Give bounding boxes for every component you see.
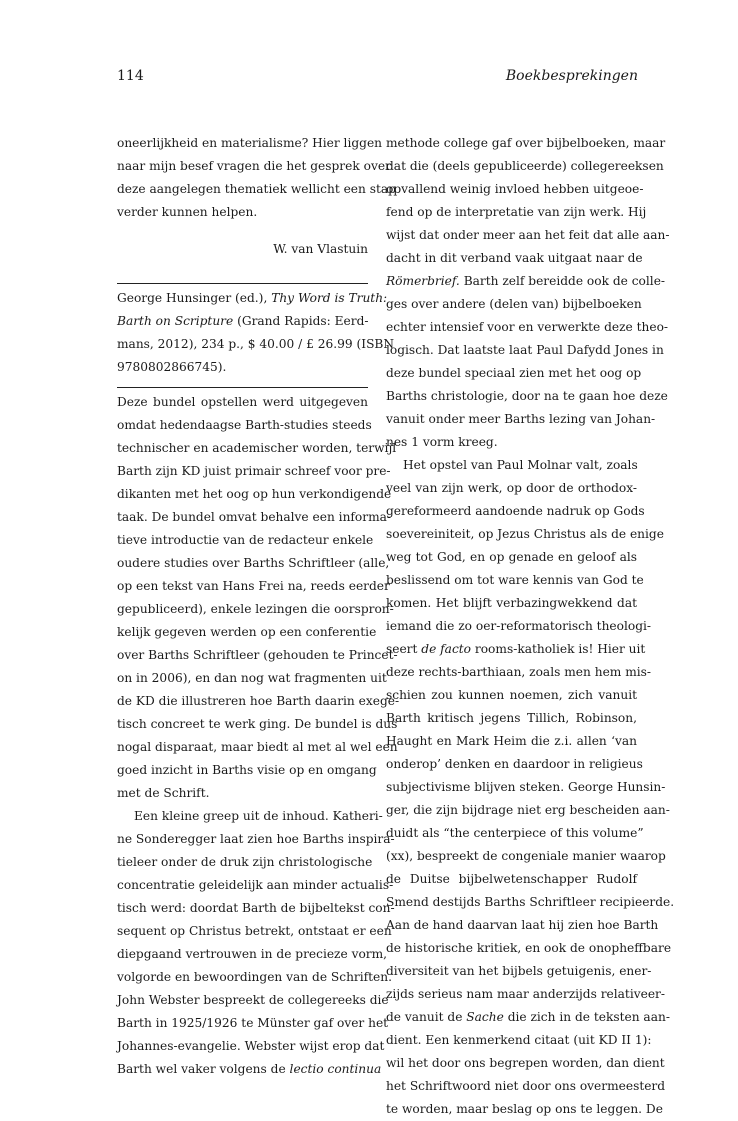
text-line: ger, die zijn bijdrage niet erg bescheiden aan- xyxy=(386,803,670,817)
citation-line: Barth on Scripture (Grand Rapids: Eerd- xyxy=(117,314,369,328)
text-line: dacht in dit verband vaak uitgaat naar de xyxy=(386,251,643,265)
text-line: oneerlijkheid en materialisme? Hier liggen xyxy=(117,136,383,150)
text-line: duidt als “the centerpiece of this volume” xyxy=(386,826,644,840)
text-line: ne Sonderegger laat zien hoe Barths inspira- xyxy=(117,832,395,846)
book-citation xyxy=(117,287,395,379)
text-line: goed inzicht in Barths visie op en omgang xyxy=(117,763,377,777)
text-line: veel van zijn werk, op door de orthodox- xyxy=(386,481,637,495)
text-line: volgorde en bewoordingen van de Schriften. xyxy=(117,970,392,984)
text-line: Barth in 1925/1926 te Münster gaf over het xyxy=(117,1016,389,1030)
text-line: gereformeerd aandoende nadruk op Gods xyxy=(386,504,645,518)
review-paragraph-2 xyxy=(117,805,395,1081)
text-line: het Schriftwoord niet door ons overmeesterd xyxy=(386,1079,666,1093)
reviewer-signature: W. van Vlastuin xyxy=(273,242,368,256)
text-line: met de Schrift. xyxy=(117,786,210,800)
citation-line: George Hunsinger (ed.), Thy Word is Truth: xyxy=(117,291,388,305)
text-line: Barth zijn KD juist primair schreef voor pre- xyxy=(117,464,391,478)
right-column xyxy=(386,132,675,1121)
text-line: diepgaand vertrouwen in de precieze vorm, xyxy=(117,947,388,961)
review-paragraph-3 xyxy=(386,454,675,1121)
text-line: echter intensief voor en verwerkte deze theo- xyxy=(386,320,669,334)
text-line: seert de facto rooms-katholiek is! Hier uit xyxy=(386,642,646,656)
text-line: dient. Een kenmerkend citaat (uit KD II 1): xyxy=(386,1033,652,1047)
text-line: de vanuit de Sache die zich in de teksten aan- xyxy=(386,1010,670,1024)
page-number: 114 xyxy=(117,68,144,84)
citation-line: mans, 2012), 234 p., $ 40.00 / £ 26.99 (ISBN xyxy=(117,337,395,351)
running-header: Boekbesprekingen xyxy=(505,68,638,84)
text-line: Barths christologie, door na te gaan hoe deze xyxy=(386,389,668,403)
text-line: Römerbrief. Barth zelf bereidde ook de colle- xyxy=(386,274,666,288)
review-paragraph-1 xyxy=(117,391,400,805)
text-line: deze bundel speciaal zien met het oog op xyxy=(386,366,642,380)
closing-paragraph xyxy=(117,132,396,224)
text-line: te worden, maar beslag op ons te leggen. De xyxy=(386,1102,663,1116)
text-line: methode college gaf over bijbelboeken, maar xyxy=(386,136,666,150)
text-line: ges over andere (delen van) bijbelboeken xyxy=(386,297,642,311)
text-line: Johannes-evangelie. Webster wijst erop dat xyxy=(117,1039,385,1053)
text-line: omdat hedendaagse Barth-studies steeds xyxy=(117,418,372,432)
text-line: oudere studies over Barths Schriftleer (alle, xyxy=(117,556,390,570)
text-line: concentratie geleidelijk aan minder actualis- xyxy=(117,878,394,892)
text-line: taak. De bundel omvat behalve een informa- xyxy=(117,510,392,524)
text-line: soevereiniteit, op Jezus Christus als de enige xyxy=(386,527,664,541)
review-paragraph-2-cont xyxy=(386,132,670,454)
text-line: komen. Het blijft verbazingwekkend dat xyxy=(386,596,637,610)
text-line: on in 2006), en dan nog wat fragmenten uit xyxy=(117,671,387,685)
text-line: wil het door ons begrepen worden, dan dient xyxy=(386,1056,665,1070)
text-line: Aan de hand daarvan laat hij zien hoe Barth xyxy=(386,918,659,932)
text-line: Deze bundel opstellen werd uitgegeven xyxy=(117,395,368,409)
text-line: opvallend weinig invloed hebben uitgeoe- xyxy=(386,182,644,196)
text-line: onderop’ denken en daardoor in religieus xyxy=(386,757,643,771)
text-line: kelijk gegeven werden op een conferentie xyxy=(117,625,377,639)
text-line: over Barths Schriftleer (gehouden te Princet- xyxy=(117,648,398,662)
text-line: (xx), bespreekt de congeniale manier waarop xyxy=(386,849,666,863)
text-line: schien zou kunnen noemen, zich vanuit xyxy=(386,688,637,702)
text-line: dikanten met het oog op hun verkondigende xyxy=(117,487,392,501)
text-line: John Webster bespreekt de collegereeks die xyxy=(117,993,389,1007)
text-line: weg tot God, en op genade en geloof als xyxy=(386,550,637,564)
text-line: tisch werd: doordat Barth de bijbeltekst con- xyxy=(117,901,395,915)
text-line: nogal disparaat, maar biedt al met al wel een xyxy=(117,740,398,754)
text-line: de historische kritiek, en ook de onopheffbare xyxy=(386,941,672,955)
text-line: Haught en Mark Heim die z.i. allen ‘van xyxy=(386,734,637,748)
text-line: logisch. Dat laatste laat Paul Dafydd Jones in xyxy=(386,343,664,357)
text-line: de KD die illustreren hoe Barth daarin exege- xyxy=(117,694,400,708)
citation-line: 9780802866745). xyxy=(117,360,227,374)
text-line: beslissend om tot ware kennis van God te xyxy=(386,573,644,587)
text-line: Het opstel van Paul Molnar valt, zoals xyxy=(403,458,638,472)
text-line: Een kleine greep uit de inhoud. Katheri- xyxy=(134,809,383,823)
text-line: op een tekst van Hans Frei na, reeds eerder xyxy=(117,579,390,593)
text-line: Barth kritisch jegens Tillich, Robinson, xyxy=(386,711,637,725)
text-line: gepubliceerd), enkele lezingen die oorspron- xyxy=(117,602,394,616)
text-line: technischer en academischer worden, terwijl xyxy=(117,441,397,455)
text-line: deze aangelegen thematiek wellicht een stap xyxy=(117,182,396,196)
text-line: diversiteit van het bijbels getuigenis, ener- xyxy=(386,964,652,978)
text-line: subjectivisme blijven steken. George Hunsin- xyxy=(386,780,666,794)
text-line: tieleer onder de druk zijn christologische xyxy=(117,855,373,869)
text-line: naar mijn besef vragen die het gesprek over xyxy=(117,159,391,173)
text-line: dat die (deels gepubliceerde) collegereeksen xyxy=(386,159,664,173)
text-line: tisch concreet te werk ging. De bundel is dus xyxy=(117,717,398,731)
text-line: fend op de interpretatie van zijn werk. Hij xyxy=(386,205,647,219)
text-line: sequent op Christus betrekt, ontstaat er een xyxy=(117,924,392,938)
text-line: zijds serieus nam maar anderzijds relativeer- xyxy=(386,987,665,1001)
text-line: de Duitse bijbelwetenschapper Rudolf xyxy=(386,872,637,886)
text-line: nes 1 vorm kreeg. xyxy=(386,435,498,449)
text-line: Smend destijds Barths Schriftleer recipieerde. xyxy=(386,895,675,909)
text-line: tieve introductie van de redacteur enkele xyxy=(117,533,374,547)
text-line: wijst dat onder meer aan het feit dat alle aan- xyxy=(386,228,670,242)
text-line: vanuit onder meer Barths lezing van Johan- xyxy=(386,412,656,426)
text-line: iemand die zo oer-reformatorisch theologi- xyxy=(386,619,652,633)
left-column xyxy=(117,132,400,1081)
text-line: verder kunnen helpen. xyxy=(117,205,258,219)
text-line: deze rechts-barthiaan, zoals men hem mis- xyxy=(386,665,652,679)
text-line: Barth wel vaker volgens de lectio continua xyxy=(117,1062,382,1076)
